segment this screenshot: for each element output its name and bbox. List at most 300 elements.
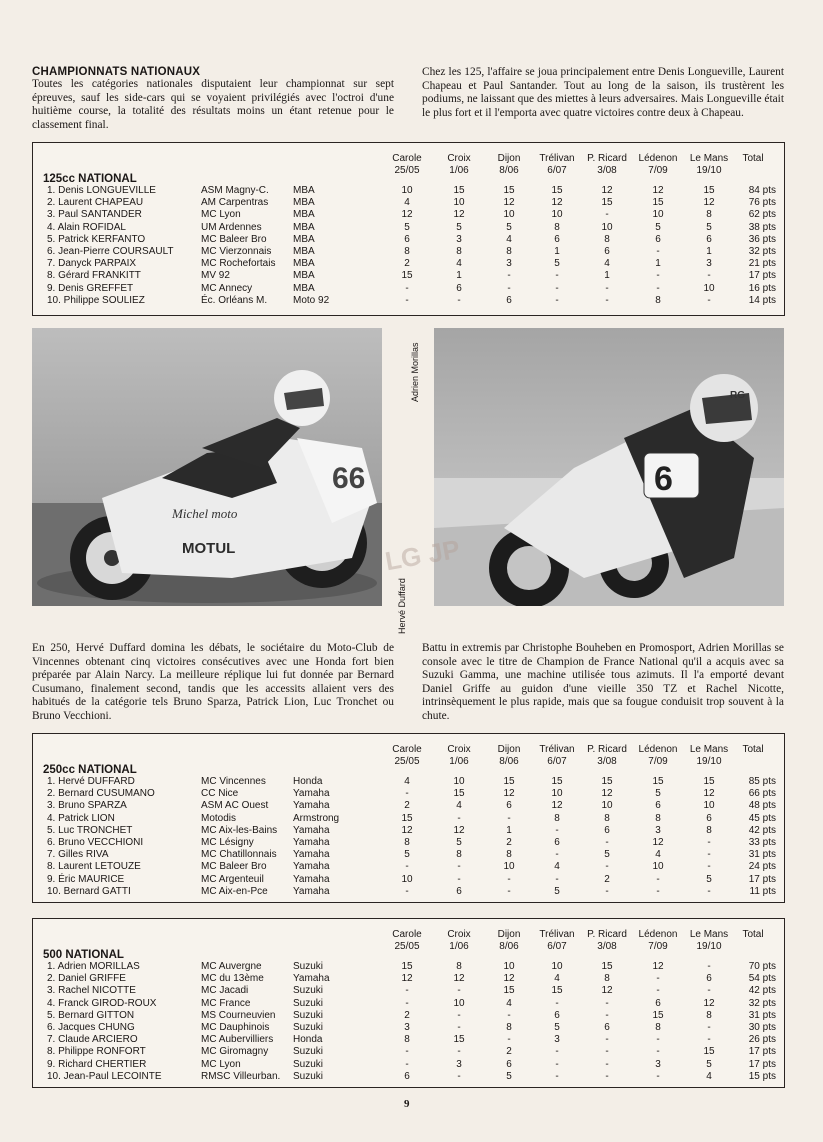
total-points: 17 pts xyxy=(748,873,776,885)
rider-name: 6. Jean-Pierre COURSAULT xyxy=(47,246,174,257)
race-points: - xyxy=(555,824,559,836)
race-points: - xyxy=(605,294,609,306)
club-name: Éc. Orléans M. xyxy=(201,294,268,306)
rider-name: 6. Jacques CHUNG xyxy=(47,1022,135,1033)
race-points: 15 xyxy=(401,961,413,972)
race-points: - xyxy=(507,812,511,824)
race-points: 6 xyxy=(506,1058,512,1070)
race-points: 4 xyxy=(506,233,512,245)
race-points: 6 xyxy=(604,1022,610,1033)
race-header xyxy=(486,744,532,767)
race-points: 8 xyxy=(404,1034,410,1046)
race-points: - xyxy=(405,788,409,800)
race-points: - xyxy=(605,1034,609,1046)
bike-make: Yamaha xyxy=(293,800,330,812)
bike-make: Yamaha xyxy=(293,849,330,861)
race-name: Trélivan xyxy=(539,929,575,940)
total-points: 31 pts xyxy=(748,849,776,861)
500-paragraph: Battu in extremis par Christophe Bouheben en Promosport, Adrien Morillas se console avec le titre de Champion de France National qu'il a acquis avec sa Suzuki Gamma, une machine utilisée tous azimuts. Il l'a emporté devant Daniel Griffe au guidon d'une vieille 350 TZ et Rachel Nicotte, intrinsèquement le plus rapide, mais que sa fougue conduisit trop souvent à la chute. xyxy=(422,642,784,722)
race-points: 10 xyxy=(703,282,715,294)
photo-caption-duffard: Hervé Duffard xyxy=(397,578,407,634)
race-date: 3/08 xyxy=(597,164,617,176)
race-date: 3/08 xyxy=(597,940,617,952)
race-points: 1 xyxy=(456,270,462,282)
race-points: 6 xyxy=(554,233,560,245)
club-name: MC Dauphinois xyxy=(201,1022,270,1033)
race-name: Carole xyxy=(392,929,422,940)
race-points: 1 xyxy=(554,246,560,257)
race-points: - xyxy=(656,1046,660,1058)
bike-make: Suzuki xyxy=(293,1058,324,1070)
race-points: - xyxy=(507,873,511,885)
bike-make: Yamaha xyxy=(293,885,330,897)
race-points: 8 xyxy=(604,233,610,245)
race-points: 8 xyxy=(506,849,512,861)
total-points: 14 pts xyxy=(748,294,776,306)
race-points: - xyxy=(656,1070,660,1082)
bike-make: Honda xyxy=(293,776,323,787)
club-name: RMSC Villeurban. xyxy=(201,1070,281,1082)
race-points: 10 xyxy=(503,961,515,972)
table-row xyxy=(33,800,784,812)
bike-make: Suzuki xyxy=(293,1022,324,1033)
race-name: P. Ricard xyxy=(587,744,627,755)
race-date: 6/07 xyxy=(547,755,567,767)
race-header xyxy=(436,744,482,767)
race-points: 8 xyxy=(506,246,512,257)
rider-name: 2. Bernard CUSUMANO xyxy=(47,788,155,800)
race-points: 12 xyxy=(503,788,515,800)
race-points: 6 xyxy=(706,812,712,824)
race-points: - xyxy=(656,873,660,885)
table-row xyxy=(33,1046,784,1058)
race-points: 6 xyxy=(604,824,610,836)
race-points: 3 xyxy=(456,1058,462,1070)
race-points: 15 xyxy=(652,197,664,209)
rider-name: 3. Bruno SPARZA xyxy=(47,800,127,812)
race-points: 3 xyxy=(655,1058,661,1070)
rider-name: 4. Patrick LION xyxy=(47,812,115,824)
table-row xyxy=(33,813,784,825)
race-header xyxy=(584,744,630,767)
race-name: Lédenon xyxy=(638,744,678,755)
race-points: - xyxy=(605,997,609,1009)
race-points: - xyxy=(405,282,409,294)
race-points: 5 xyxy=(554,885,560,897)
race-points: 8 xyxy=(506,1022,512,1033)
race-points: 6 xyxy=(404,233,410,245)
race-header xyxy=(584,153,630,176)
club-name: MC du 13ème xyxy=(201,973,264,985)
table-row xyxy=(33,973,784,985)
race-points: - xyxy=(507,885,511,897)
race-points: - xyxy=(707,294,711,306)
race-points: 6 xyxy=(506,800,512,812)
club-name: ASM Magny-C. xyxy=(201,185,269,196)
race-points: 2 xyxy=(506,837,512,848)
race-points: - xyxy=(405,294,409,306)
race-points: 5 xyxy=(506,221,512,233)
table-row xyxy=(33,258,784,270)
race-header xyxy=(686,153,732,176)
race-points: 12 xyxy=(601,985,613,997)
race-points: - xyxy=(656,1034,660,1046)
total-points: 21 pts xyxy=(748,258,776,270)
bike-make: MBA xyxy=(293,282,315,294)
club-name: MC Baleer Bro xyxy=(201,861,267,873)
bike-make: Yamaha xyxy=(293,837,330,848)
race-points: 8 xyxy=(604,812,610,824)
race-points: 10 xyxy=(601,800,613,812)
race-points: 12 xyxy=(401,973,413,985)
race-points: 12 xyxy=(453,973,465,985)
race-points: 1 xyxy=(604,270,610,282)
race-points: 6 xyxy=(655,997,661,1009)
race-points: 12 xyxy=(551,197,563,209)
rider-name: 7. Danyck PARPAIX xyxy=(47,258,137,270)
table-row xyxy=(33,788,784,800)
race-points: - xyxy=(707,985,711,997)
race-points: 15 xyxy=(703,776,715,787)
race-points: 8 xyxy=(706,824,712,836)
race-points: 15 xyxy=(601,961,613,972)
total-points: 36 pts xyxy=(748,233,776,245)
club-name: MC Aubervilliers xyxy=(201,1034,274,1046)
race-date: 25/05 xyxy=(394,164,420,176)
bike-make: MBA xyxy=(293,209,315,221)
table-title: 125cc NATIONAL xyxy=(43,173,137,185)
race-points: - xyxy=(457,873,461,885)
club-name: MC Rochefortais xyxy=(201,258,276,270)
race-points: 15 xyxy=(453,1034,465,1046)
race-points: - xyxy=(605,1009,609,1021)
race-points: - xyxy=(605,885,609,897)
race-points: 15 xyxy=(652,776,664,787)
table-row xyxy=(33,185,784,197)
race-date: 7/09 xyxy=(648,940,668,952)
race-points: 8 xyxy=(554,812,560,824)
table-row xyxy=(33,849,784,861)
race-points: 3 xyxy=(554,1034,560,1046)
race-points: 15 xyxy=(401,812,413,824)
club-name: MC Argenteuil xyxy=(201,873,264,885)
race-points: - xyxy=(555,282,559,294)
race-points: 8 xyxy=(604,973,610,985)
race-points: 10 xyxy=(453,776,465,787)
bike-make: Armstrong xyxy=(293,812,340,824)
rider-name: 9. Denis GREFFET xyxy=(47,282,134,294)
race-points: 5 xyxy=(604,849,610,861)
rider-name: 5. Bernard GITTON xyxy=(47,1009,135,1021)
race-points: 10 xyxy=(453,197,465,209)
club-name: ASM AC Ouest xyxy=(201,800,269,812)
race-header xyxy=(635,929,681,952)
race-points: 8 xyxy=(554,221,560,233)
race-points: - xyxy=(507,1009,511,1021)
club-name: MC Giromagny xyxy=(201,1046,269,1058)
bike-make: MBA xyxy=(293,246,315,257)
bike-make: Yamaha xyxy=(293,861,330,873)
club-name: MC Aix-en-Pce xyxy=(201,885,268,897)
race-points: 3 xyxy=(404,1022,410,1033)
race-points: 10 xyxy=(551,209,563,221)
race-points: 12 xyxy=(453,824,465,836)
250-paragraph: En 250, Hervé Duffard domina les débats, le sociétaire du Moto-Club de Vincennes obtenant cinq victoires consécutives avec une Honda fort bien préparée par Alain Narcy. La meilleure réplique lui fut donnée par Bernard Cusumano, finalement second, tandis que les accessits allaient vers des habitués de la catégorie tels Bruno Sparza, Patrick Lion, Luc Tronchet ou Bruno Vecchioni. xyxy=(32,642,394,722)
race-points: 15 xyxy=(551,185,563,196)
table-row xyxy=(33,985,784,997)
race-points: 1 xyxy=(506,824,512,836)
race-points: 8 xyxy=(655,294,661,306)
race-points: 12 xyxy=(401,209,413,221)
rider-name: 10. Philippe SOULIEZ xyxy=(47,294,145,306)
rider-name: 10. Bernard GATTI xyxy=(47,885,131,897)
bike-make: Suzuki xyxy=(293,1070,324,1082)
bike-make: Suzuki xyxy=(293,1046,324,1058)
race-points: - xyxy=(457,985,461,997)
race-points: - xyxy=(707,837,711,848)
race-name: Trélivan xyxy=(539,153,575,164)
bike-make: MBA xyxy=(293,270,315,282)
race-points: 8 xyxy=(404,246,410,257)
race-date: 1/06 xyxy=(449,940,469,952)
race-points: - xyxy=(555,1058,559,1070)
total-points: 17 pts xyxy=(748,1046,776,1058)
table-title: 500 NATIONAL xyxy=(43,949,124,961)
race-points: 12 xyxy=(652,837,664,848)
total-header: Total xyxy=(742,153,764,164)
total-points: 16 pts xyxy=(748,282,776,294)
results-table-250 xyxy=(32,733,785,903)
total-points: 11 pts xyxy=(749,885,776,897)
race-header xyxy=(436,153,482,176)
race-points: - xyxy=(507,270,511,282)
morillas-motorcycle-image xyxy=(434,328,784,606)
race-points: - xyxy=(405,1046,409,1058)
race-points: 4 xyxy=(456,800,462,812)
race-name: Carole xyxy=(392,153,422,164)
race-date: 7/09 xyxy=(648,164,668,176)
race-points: 8 xyxy=(404,837,410,848)
race-header xyxy=(534,153,580,176)
total-points: 62 pts xyxy=(748,209,776,221)
race-date: 19/10 xyxy=(696,755,722,767)
race-points: - xyxy=(707,1034,711,1046)
race-name: Lédenon xyxy=(638,929,678,940)
table-row xyxy=(33,886,784,898)
total-header: Total xyxy=(742,929,764,940)
race-points: 6 xyxy=(655,800,661,812)
race-points: 5 xyxy=(554,1022,560,1033)
club-name: MC Baleer Bro xyxy=(201,233,267,245)
race-header xyxy=(686,929,732,952)
race-header xyxy=(584,929,630,952)
race-points: - xyxy=(457,812,461,824)
intro-paragraph: Toutes les catégories nationales disputaient leur championnat sur sept épreuves, sauf les side-cars qui se voyaient privilégiés avec l'octroi d'une huitième course, la totalité des résultats moins un étant retenue pour le classement final. xyxy=(32,78,394,131)
race-header xyxy=(635,744,681,767)
race-points: 1 xyxy=(655,258,661,270)
intro-right-column xyxy=(422,66,784,120)
race-points: 2 xyxy=(404,800,410,812)
bike-make: MBA xyxy=(293,185,315,196)
race-points: - xyxy=(707,849,711,861)
race-points: 12 xyxy=(453,209,465,221)
club-name: MC Lyon xyxy=(201,1058,241,1070)
race-points: - xyxy=(555,1070,559,1082)
race-name: Carole xyxy=(392,744,422,755)
race-name: Croix xyxy=(447,153,471,164)
race-points: 10 xyxy=(453,997,465,1009)
race-points: 5 xyxy=(404,849,410,861)
race-header xyxy=(384,744,430,767)
rider-name: 9. Éric MAURICE xyxy=(47,873,125,885)
total-points: 31 pts xyxy=(748,1009,776,1021)
race-points: 5 xyxy=(506,1070,512,1082)
race-points: 4 xyxy=(506,997,512,1009)
total-points: 42 pts xyxy=(748,985,776,997)
table-row xyxy=(33,222,784,234)
table-title: 250cc NATIONAL xyxy=(43,764,137,776)
race-points: 5 xyxy=(706,1058,712,1070)
race-points: - xyxy=(656,246,660,257)
race-date: 1/06 xyxy=(449,164,469,176)
race-points: 10 xyxy=(401,873,413,885)
race-points: - xyxy=(605,861,609,873)
race-points: 10 xyxy=(703,800,715,812)
race-points: 10 xyxy=(551,961,563,972)
total-points: 30 pts xyxy=(748,1022,776,1033)
rider-name: 8. Philippe RONFORT xyxy=(47,1046,146,1058)
bike-make: Yamaha xyxy=(293,824,330,836)
bike-make: Suzuki xyxy=(293,961,324,972)
race-points: - xyxy=(707,861,711,873)
race-points: - xyxy=(656,282,660,294)
rider-name: 2. Daniel GRIFFE xyxy=(47,973,126,985)
bike-make: MBA xyxy=(293,258,315,270)
race-date: 25/05 xyxy=(394,755,420,767)
bike-make: Moto 92 xyxy=(293,294,330,306)
race-points: 15 xyxy=(703,185,715,196)
table-row xyxy=(33,197,784,209)
race-points: - xyxy=(555,873,559,885)
race-points: 15 xyxy=(703,1046,715,1058)
race-date: 6/07 xyxy=(547,940,567,952)
race-points: - xyxy=(656,270,660,282)
race-header xyxy=(534,929,580,952)
rider-name: 1. Denis LONGUEVILLE xyxy=(47,185,156,196)
race-points: - xyxy=(457,1009,461,1021)
race-points: - xyxy=(405,885,409,897)
table-row xyxy=(33,234,784,246)
table-row xyxy=(33,209,784,221)
race-points: 6 xyxy=(604,246,610,257)
race-name: Dijon xyxy=(497,153,521,164)
race-points: 4 xyxy=(655,849,661,861)
race-points: 10 xyxy=(503,861,515,873)
race-points: - xyxy=(707,961,711,972)
race-points: 2 xyxy=(506,1046,512,1058)
race-points: 3 xyxy=(506,258,512,270)
bike-make: Yamaha xyxy=(293,788,330,800)
race-points: 12 xyxy=(503,973,515,985)
club-name: CC Nice xyxy=(201,788,239,800)
rider-name: 9. Richard CHERTIER xyxy=(47,1058,147,1070)
race-points: 12 xyxy=(652,961,664,972)
race-points: 10 xyxy=(601,221,613,233)
results-table-125 xyxy=(32,142,785,316)
race-date: 7/09 xyxy=(648,755,668,767)
race-name: Lédenon xyxy=(638,153,678,164)
race-points: 10 xyxy=(652,861,664,873)
race-points: 12 xyxy=(601,185,613,196)
race-points: 10 xyxy=(401,185,413,196)
race-points: - xyxy=(507,282,511,294)
race-points: 3 xyxy=(655,824,661,836)
intro-left-column xyxy=(32,66,394,132)
club-name: MC Aix-les-Bains xyxy=(201,824,278,836)
race-points: 4 xyxy=(706,1070,712,1082)
table-row xyxy=(33,776,784,788)
total-header: Total xyxy=(742,744,764,755)
race-points: - xyxy=(457,1022,461,1033)
total-points: 48 pts xyxy=(748,800,776,812)
race-points: - xyxy=(555,849,559,861)
total-points: 70 pts xyxy=(748,961,776,972)
race-name: Le Mans xyxy=(689,153,729,164)
race-points: - xyxy=(405,997,409,1009)
race-name: Croix xyxy=(447,929,471,940)
total-points: 24 pts xyxy=(748,861,776,873)
race-points: - xyxy=(507,1034,511,1046)
helmet-logo: RG xyxy=(730,390,745,401)
race-points: 5 xyxy=(456,837,462,848)
table-row xyxy=(33,1022,784,1034)
race-points: 15 xyxy=(551,776,563,787)
table-row xyxy=(33,861,784,873)
race-points: 8 xyxy=(706,209,712,221)
race-points: - xyxy=(555,294,559,306)
club-name: Motodis xyxy=(201,812,237,824)
total-points: 45 pts xyxy=(748,812,776,824)
club-name: MC France xyxy=(201,997,251,1009)
race-points: 4 xyxy=(404,197,410,209)
race-header xyxy=(384,153,430,176)
rider-name: 2. Laurent CHAPEAU xyxy=(47,197,144,209)
intro-125-paragraph: Chez les 125, l'affaire se joua principalement entre Denis Longueville, Laurent Chapeau et Paul Santander. Tout au long de la saison, ils trustèrent les podiums, ne laissant que des miettes à leurs adversaires. Mais Longueville était le plus fort et il l'emporta avec quatre victoires contre deux à Chapeau. xyxy=(422,66,784,119)
race-points: 6 xyxy=(456,282,462,294)
race-points: - xyxy=(707,885,711,897)
race-points: - xyxy=(457,294,461,306)
bike-make: Suzuki xyxy=(293,1009,324,1021)
race-points: 8 xyxy=(456,849,462,861)
race-points: 4 xyxy=(456,258,462,270)
table-row xyxy=(33,825,784,837)
race-points: 5 xyxy=(706,873,712,885)
total-points: 26 pts xyxy=(748,1034,776,1046)
club-name: MC Auvergne xyxy=(201,961,262,972)
race-name: Trélivan xyxy=(539,744,575,755)
race-points: 12 xyxy=(601,788,613,800)
rider-name: 10. Jean-Paul LECOINTE xyxy=(47,1070,162,1082)
race-points: - xyxy=(605,1058,609,1070)
rider-name: 3. Paul SANTANDER xyxy=(47,209,142,221)
club-name: MC Lyon xyxy=(201,209,241,221)
rider-name: 7. Claude ARCIERO xyxy=(47,1034,138,1046)
race-points: 6 xyxy=(404,1070,410,1082)
bike-make: Suzuki xyxy=(293,997,324,1009)
race-header xyxy=(635,153,681,176)
race-points: 5 xyxy=(456,221,462,233)
race-points: 12 xyxy=(551,800,563,812)
